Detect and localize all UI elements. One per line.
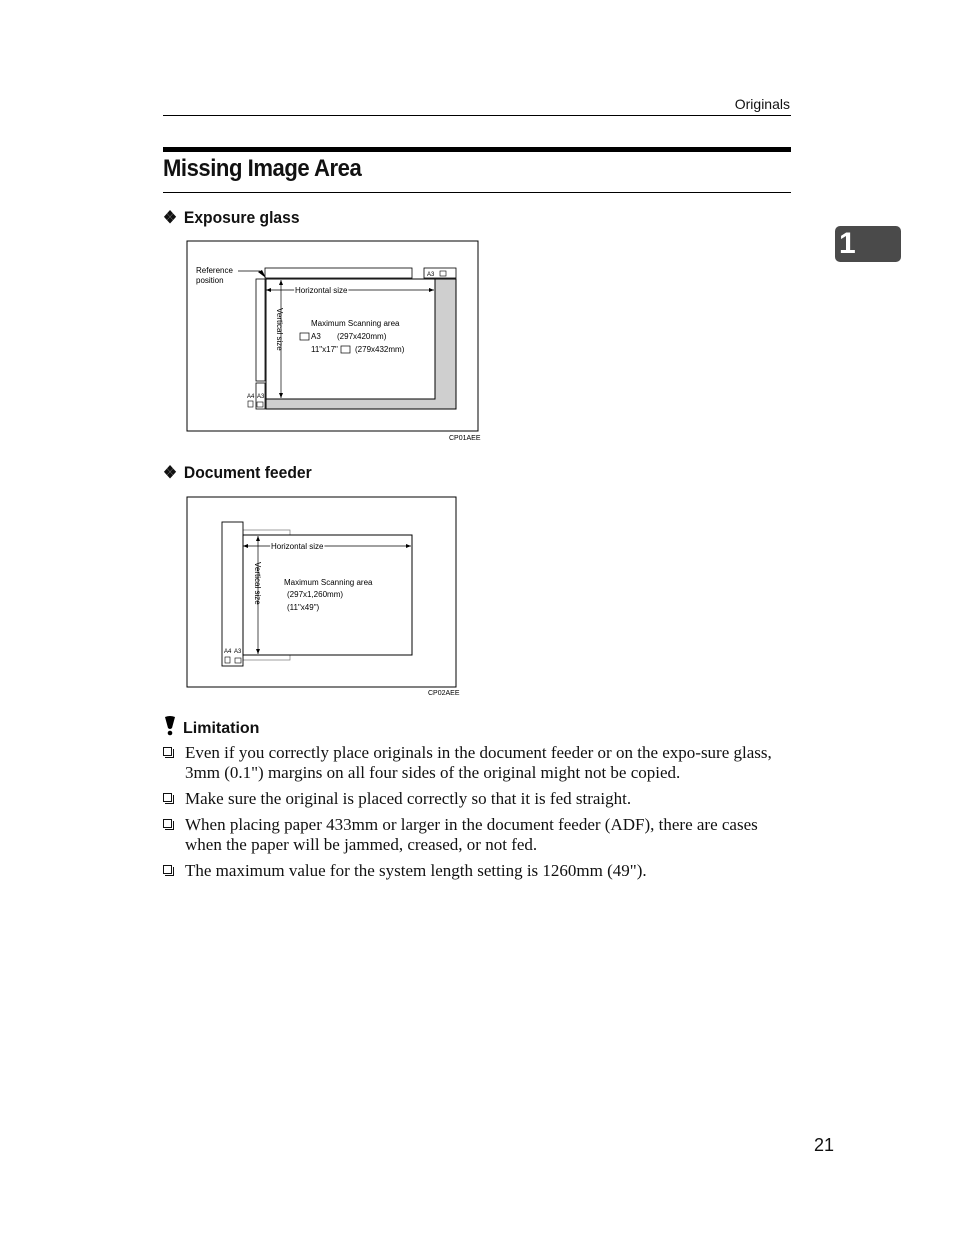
max-area-label: Maximum Scanning area [284,578,373,587]
exposure-glass-figure [186,240,482,450]
ruler-mark-a3: A3 [427,272,435,278]
ruler-mark-a4: A4 [224,649,232,655]
checkbox-bullet-icon [163,865,172,874]
horizontal-size-label: Horizontal size [295,286,348,295]
size-a3-mm: (297x420mm) [337,332,387,341]
checkbox-bullet-icon [163,747,172,756]
ruler-mark-a3-side: A3 [257,394,265,400]
page-number: 21 [813,1135,834,1155]
figure-code: CP01AEE [449,435,481,442]
ruler-mark-a3: A3 [234,649,242,655]
figure-code: CP02AEE [428,690,460,697]
size-a3: A3 [311,332,321,341]
list-item: The maximum value for the system length setting is 1260mm (49"). [163,861,791,881]
section-title: Missing Image Area [163,155,362,182]
size-line-1: (297x1,260mm) [287,590,344,599]
document-feeder-heading [163,463,312,483]
chapter-tab [835,226,901,262]
diamond-bullet-icon: ❖ [163,463,178,482]
list-item: Make sure the original is placed correctly so that it is fed straight. [163,789,791,809]
horizontal-size-label: Horizontal size [271,542,324,551]
running-head: Originals [734,96,790,112]
exposure-glass-heading-text: Exposure glass [183,208,300,227]
size-line-2: (11"x49") [287,603,320,612]
section-top-rule [163,147,791,152]
limitation-list [163,743,791,887]
chapter-number: 1 [839,227,856,260]
vertical-size-label: Vertical size [275,308,284,351]
reference-label-1: Reference [196,266,233,275]
limitation-heading-text: Limitation [183,720,260,737]
document-feeder-heading-text: Document feeder [183,463,312,482]
document-feeder-figure [186,496,462,706]
vertical-size-label: Vertical size [253,562,262,605]
section-bottom-rule [163,192,791,193]
limitation-heading [163,716,259,741]
exposure-glass-heading [163,208,300,228]
ruler-mark-a4: A4 [247,394,255,400]
size-11x17-mm: (279x432mm) [355,345,405,354]
exclamation-icon [163,716,183,741]
header-rule [163,115,791,116]
list-item: When placing paper 433mm or larger in the document feeder (ADF), there are cases when the paper will be jammed, creased, or not fed. [163,815,791,855]
checkbox-bullet-icon [163,819,172,828]
checkbox-bullet-icon [163,793,172,802]
diamond-bullet-icon: ❖ [163,208,178,227]
reference-label-2: position [196,276,224,285]
list-item: Even if you correctly place originals in the document feeder or on the expo-sure glass, 3mm (0.1") margins on all four sides of the original might not be copied. [163,743,791,783]
max-area-label: Maximum Scanning area [311,319,400,328]
size-11x17: 11"x17" [311,345,338,354]
